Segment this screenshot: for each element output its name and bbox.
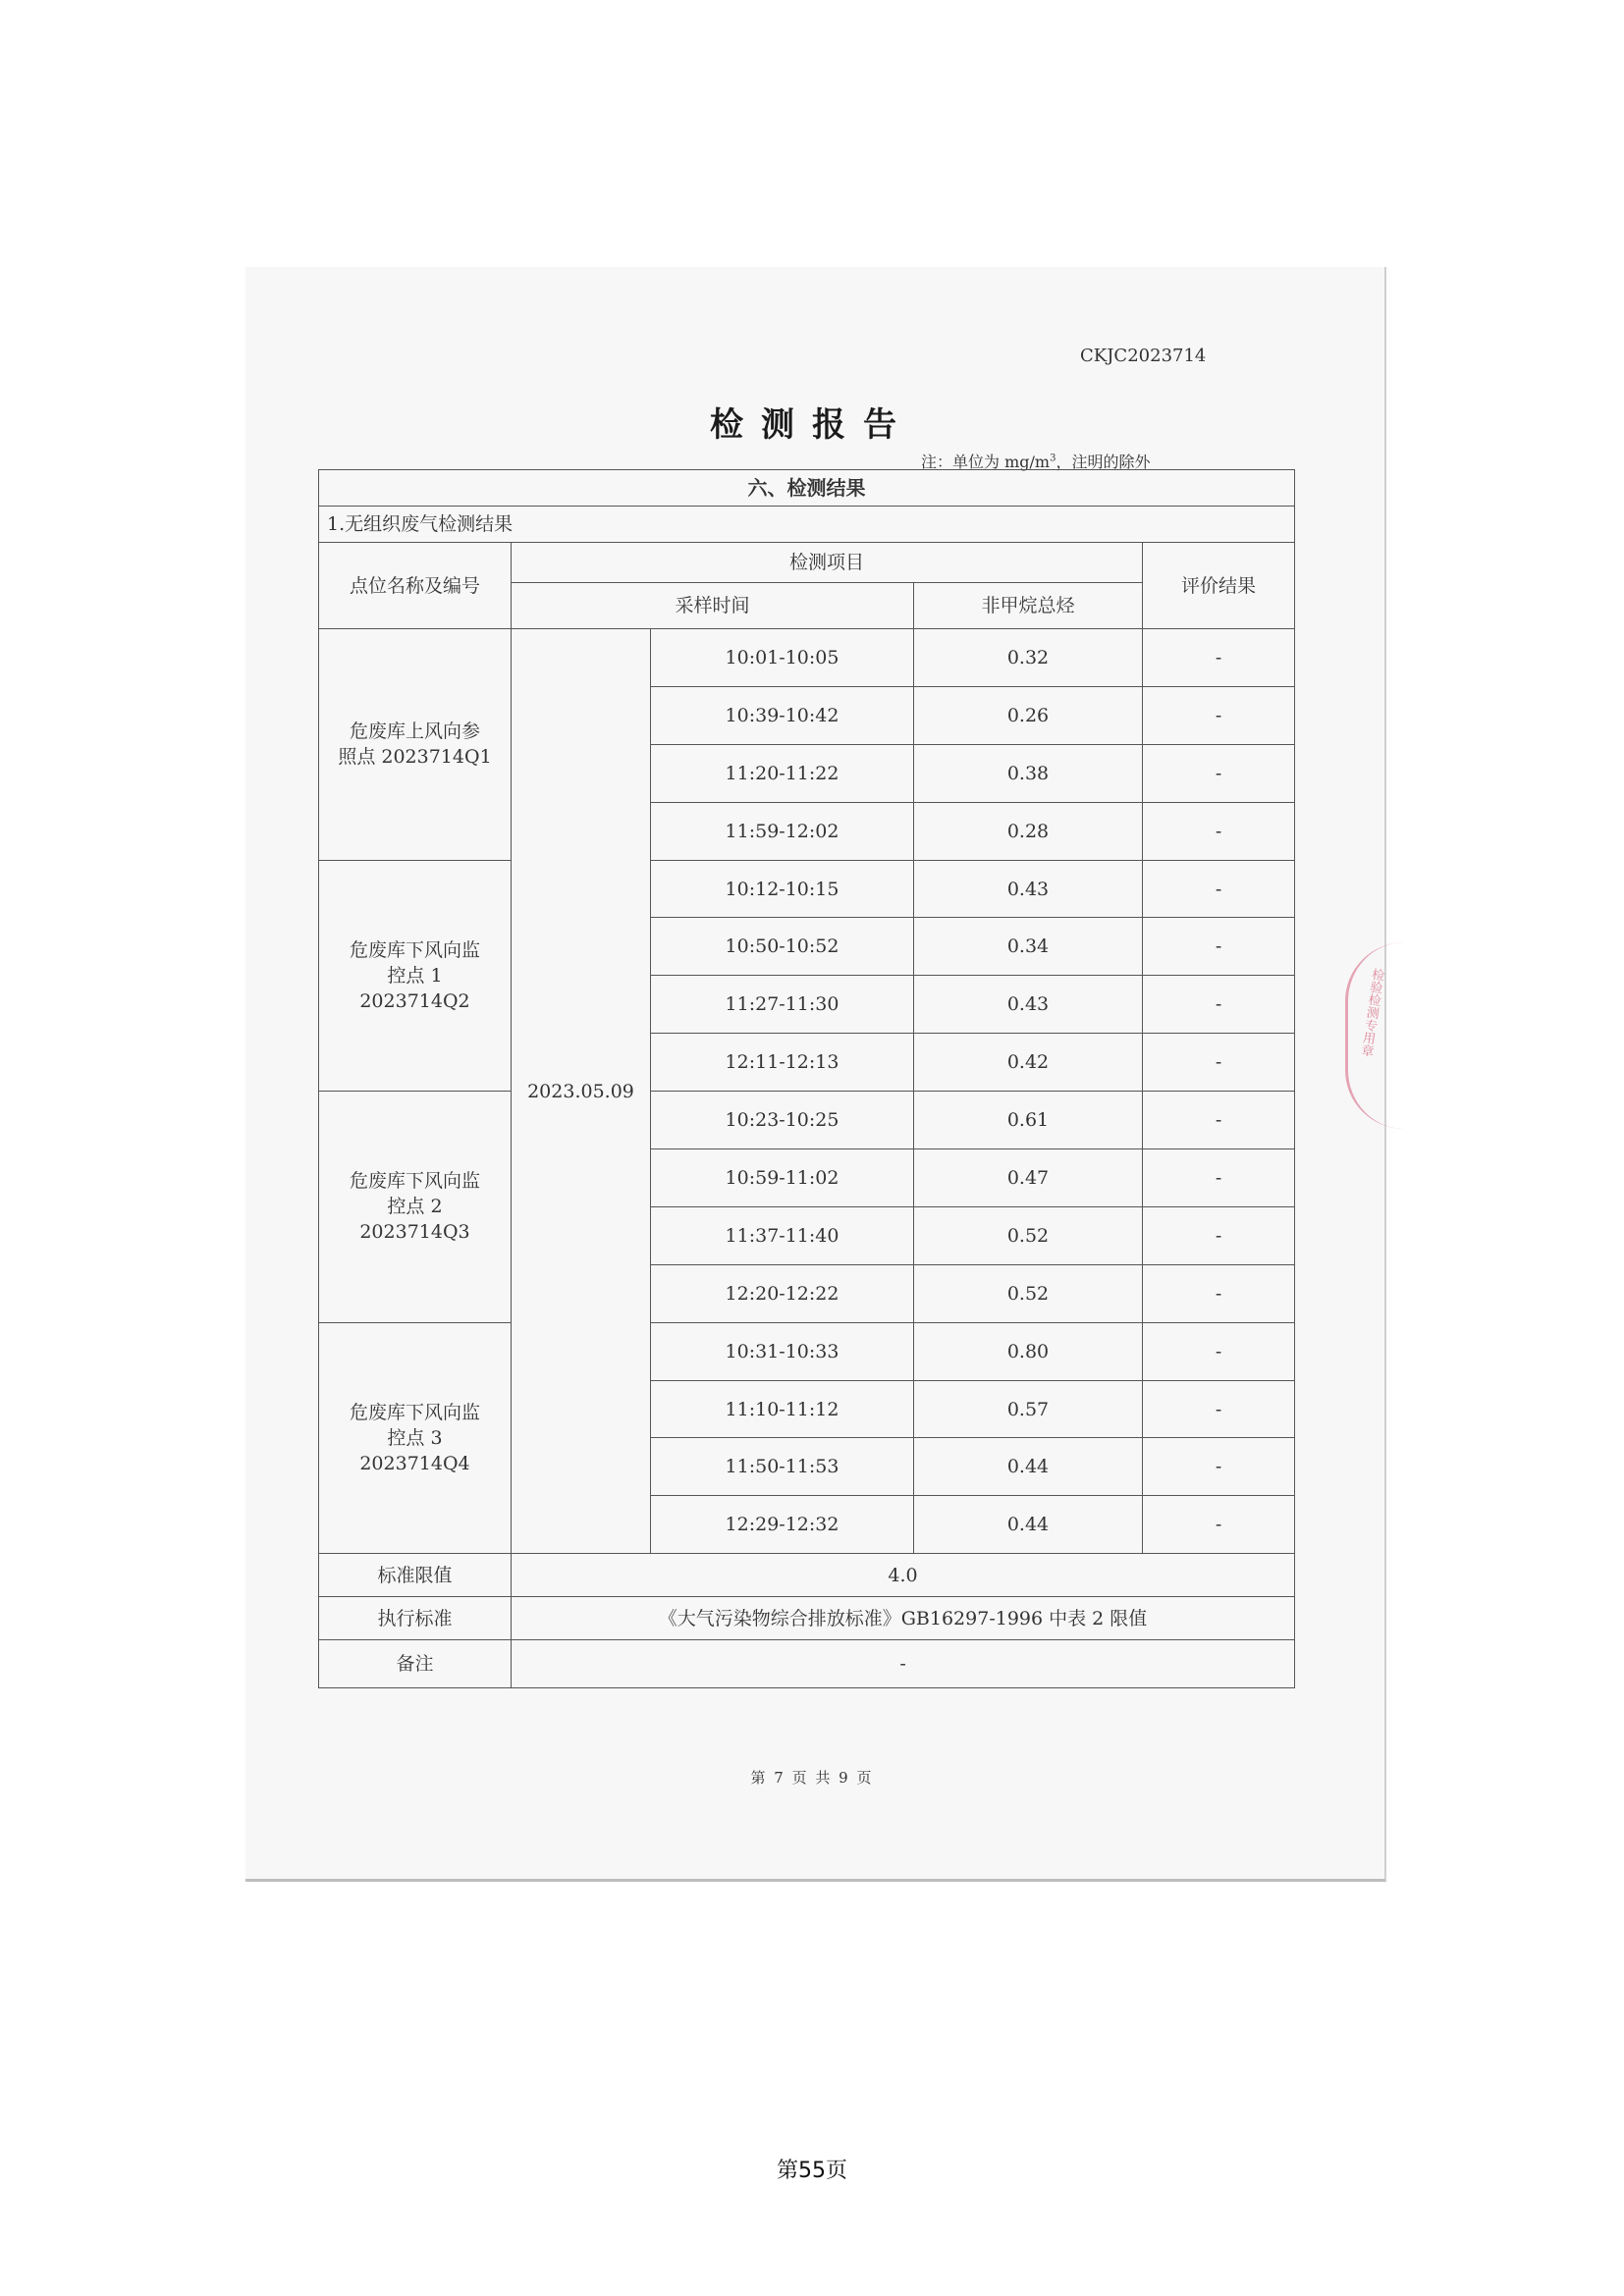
limit-label: 标准限值 <box>319 1554 512 1597</box>
point-name-line: 2023714Q4 <box>359 1452 470 1474</box>
header-items: 检测项目 <box>512 543 1143 583</box>
evaluation-result: - <box>1143 1496 1295 1554</box>
header-sample-time: 采样时间 <box>512 583 914 629</box>
sample-time: 10:01-10:05 <box>651 629 914 687</box>
sample-time: 12:11-12:13 <box>651 1034 914 1092</box>
point-name <box>319 629 512 861</box>
point-name <box>319 860 512 1092</box>
nmhc-value: 0.52 <box>914 1206 1143 1264</box>
inner-page-number: 第 7 页 共 9 页 <box>750 1769 874 1787</box>
sample-time: 11:27-11:30 <box>651 976 914 1034</box>
table-row <box>319 629 1295 687</box>
report-code: CKJC2023714 <box>1080 346 1207 366</box>
table-row <box>319 1092 1295 1149</box>
evaluation-result: - <box>1143 802 1295 860</box>
nmhc-value: 0.28 <box>914 802 1143 860</box>
evaluation-result: - <box>1143 1149 1295 1207</box>
sample-time: 10:31-10:33 <box>651 1322 914 1380</box>
point-name-line: 控点 2 <box>387 1196 443 1218</box>
nmhc-value: 0.34 <box>914 918 1143 976</box>
sample-time: 12:20-12:22 <box>651 1264 914 1322</box>
standard-value: 《大气污染物综合排放标准》GB16297-1996 中表 2 限值 <box>512 1597 1295 1640</box>
sample-time: 11:50-11:53 <box>651 1438 914 1496</box>
point-name-line: 2023714Q3 <box>359 1221 470 1244</box>
sample-time: 11:20-11:22 <box>651 744 914 802</box>
nmhc-value: 0.61 <box>914 1092 1143 1149</box>
sample-time: 10:39-10:42 <box>651 686 914 744</box>
nmhc-value: 0.38 <box>914 744 1143 802</box>
outer-page-number: 第55页 <box>777 2159 847 2183</box>
header-pollutant: 非甲烷总烃 <box>914 583 1143 629</box>
evaluation-result: - <box>1143 860 1295 918</box>
nmhc-value: 0.43 <box>914 860 1143 918</box>
remark-value: - <box>512 1640 1295 1688</box>
nmhc-value: 0.26 <box>914 686 1143 744</box>
sample-time: 10:12-10:15 <box>651 860 914 918</box>
sample-time: 10:59-11:02 <box>651 1149 914 1207</box>
report-title: 检测报告 <box>710 405 914 445</box>
header-point: 点位名称及编号 <box>319 543 512 629</box>
point-name-line: 控点 1 <box>387 964 443 987</box>
nmhc-value: 0.42 <box>914 1034 1143 1092</box>
evaluation-result: - <box>1143 976 1295 1034</box>
subsection-title: 1.无组织废气检测结果 <box>319 507 1295 543</box>
nmhc-value: 0.47 <box>914 1149 1143 1207</box>
unit-note-sup: 3 <box>1050 453 1056 464</box>
section-title: 六、检测结果 <box>319 470 1295 507</box>
nmhc-value: 0.80 <box>914 1322 1143 1380</box>
evaluation-result: - <box>1143 744 1295 802</box>
nmhc-value: 0.44 <box>914 1438 1143 1496</box>
table-row <box>319 860 1295 918</box>
sample-time: 11:59-12:02 <box>651 802 914 860</box>
evaluation-result: - <box>1143 1034 1295 1092</box>
evaluation-result: - <box>1143 1438 1295 1496</box>
evaluation-result: - <box>1143 629 1295 687</box>
unit-note-prefix: 注：单位为 mg/m <box>921 453 1051 471</box>
point-name-line: 控点 3 <box>387 1426 443 1449</box>
standard-label: 执行标准 <box>319 1597 512 1640</box>
evaluation-result: - <box>1143 1380 1295 1438</box>
sample-time: 12:29-12:32 <box>651 1496 914 1554</box>
nmhc-value: 0.44 <box>914 1496 1143 1554</box>
remark-label: 备注 <box>319 1640 512 1688</box>
results-table <box>318 469 1295 1688</box>
sample-time: 11:10-11:12 <box>651 1380 914 1438</box>
point-name <box>319 1322 512 1554</box>
point-name-line: 照点 2023714Q1 <box>338 746 492 769</box>
sample-time: 10:23-10:25 <box>651 1092 914 1149</box>
point-name-line: 危废库下风向监 <box>349 1401 480 1423</box>
point-name-line: 危废库上风向参 <box>349 721 480 743</box>
point-name-line: 2023714Q2 <box>359 989 470 1012</box>
sample-date: 2023.05.09 <box>512 629 651 1554</box>
evaluation-result: - <box>1143 1322 1295 1380</box>
nmhc-value: 0.57 <box>914 1380 1143 1438</box>
header-evaluation: 评价结果 <box>1143 543 1295 629</box>
evaluation-result: - <box>1143 686 1295 744</box>
evaluation-result: - <box>1143 918 1295 976</box>
evaluation-result: - <box>1143 1092 1295 1149</box>
nmhc-value: 0.32 <box>914 629 1143 687</box>
evaluation-result: - <box>1143 1206 1295 1264</box>
point-name-line: 危废库下风向监 <box>349 938 480 961</box>
evaluation-result: - <box>1143 1264 1295 1322</box>
limit-value: 4.0 <box>512 1554 1295 1597</box>
point-name <box>319 1092 512 1323</box>
table-row <box>319 1322 1295 1380</box>
sample-time: 10:50-10:52 <box>651 918 914 976</box>
point-name-line: 危废库下风向监 <box>349 1170 480 1193</box>
nmhc-value: 0.52 <box>914 1264 1143 1322</box>
unit-note-suffix: ，注明的除外 <box>1056 453 1151 471</box>
seal-text: 检验检测专用章 <box>1357 967 1385 1058</box>
nmhc-value: 0.43 <box>914 976 1143 1034</box>
sample-time: 11:37-11:40 <box>651 1206 914 1264</box>
